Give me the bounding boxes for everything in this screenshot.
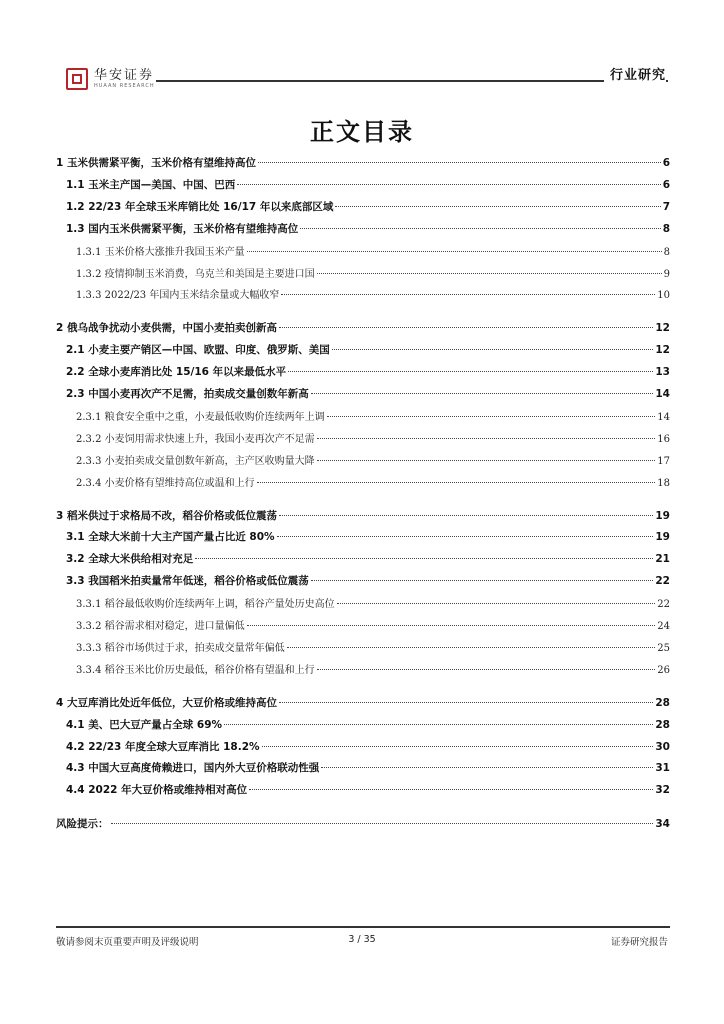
toc-entry-title: 3.1 全球大米前十大主产国产量占比近 80%: [66, 531, 275, 544]
toc-leader-dots: [258, 162, 661, 163]
toc-entry-title: 3.2 全球大米供给相对充足: [66, 553, 194, 566]
toc-entry[interactable]: [56, 508, 670, 524]
toc-entry[interactable]: [76, 286, 670, 302]
toc-leader-dots: [317, 669, 656, 670]
footer-disclaimer: 敬请参阅末页重要声明及评级说明: [56, 937, 199, 948]
toc-entry[interactable]: [66, 760, 670, 776]
toc-leader-dots: [279, 327, 653, 328]
toc-entry-page: 14: [655, 388, 670, 400]
toc-entry-page: 22: [655, 575, 670, 588]
toc-leader-dots: [281, 294, 655, 295]
toc-entry[interactable]: [76, 408, 670, 424]
page-title: 正文目录: [310, 118, 414, 146]
toc-entry-title: 1.3.1 玉米价格大涨推升我国玉米产量: [76, 246, 245, 258]
toc-entry-page: 28: [655, 718, 670, 731]
toc-entry-title: 4.1 美、巴大豆产量占全球 69%: [66, 718, 223, 731]
toc-entry-title: 3 稻米供过于求格局不改，稻谷价格或低位震荡: [56, 509, 277, 522]
toc-leader-dots: [247, 251, 662, 252]
toc-entry-page: 30: [655, 740, 670, 753]
toc-leader-dots: [311, 580, 654, 581]
toc-leader-dots: [287, 647, 656, 648]
toc-entry-page: 25: [657, 642, 670, 654]
toc-leader-dots: [332, 349, 654, 350]
toc-entry[interactable]: [66, 782, 670, 798]
toc-entry[interactable]: [76, 617, 670, 633]
toc-entry-title: 1.1 玉米主产国—美国、中国、巴西: [66, 178, 236, 191]
toc-entry-page: 24: [657, 621, 670, 632]
toc-entry-page: 13: [655, 366, 670, 379]
header-rule: [156, 80, 668, 82]
toc-entry[interactable]: [66, 386, 670, 402]
toc-leader-dots: [321, 767, 653, 768]
toc-entry[interactable]: [66, 221, 670, 237]
toc-entry-title: 3.3.2 稻谷需求相对稳定，进口量偏低: [76, 621, 245, 632]
report-category: 行业研究: [604, 64, 666, 83]
toc-leader-dots: [311, 393, 654, 394]
toc-entry[interactable]: [76, 265, 670, 281]
toc-entry[interactable]: [76, 595, 670, 611]
toc-entry-title: 2.2 全球小麦库消比处 15/16 年以来最低水平: [66, 366, 287, 379]
toc-entry-page: 18: [657, 477, 670, 489]
toc-entry-page: 7: [662, 200, 670, 213]
toc-leader-dots: [279, 702, 653, 703]
toc-entry-page: 21: [655, 553, 670, 566]
logo-english: HUAAN RESEARCH: [94, 83, 155, 89]
toc-entry-page: 34: [655, 818, 670, 831]
toc-entry-title: 4 大豆库消比处近年低位，大豆价格或维持高位: [56, 696, 277, 709]
toc-leader-dots: [224, 724, 653, 725]
toc-entry-title: 1.3.2 疫情抑制玉米消费，乌克兰和美国是主要进口国: [76, 268, 315, 280]
toc-entry-title: 2.3.1 粮食安全重中之重，小麦最低收购价连续两年上调: [76, 411, 325, 423]
toc-entry-page: 32: [655, 784, 670, 797]
toc-entry[interactable]: [76, 452, 670, 468]
toc-leader-dots: [257, 482, 656, 483]
toc-entry-page: 12: [655, 344, 670, 357]
toc-entry-title: 2 俄乌战争扰动小麦供需，中国小麦拍卖创新高: [56, 322, 277, 335]
toc-entry[interactable]: [56, 155, 670, 171]
toc-entry-title: 1 玉米供需紧平衡，玉米价格有望维持高位: [56, 157, 256, 169]
toc-leader-dots: [111, 823, 654, 824]
toc-leader-dots: [247, 625, 656, 626]
toc-entry-title: 风险提示：: [56, 818, 109, 831]
footer-rule: [56, 926, 670, 928]
toc-entry-title: 2.3.3 小麦拍卖成交量创数年新高，主产区收购量大降: [76, 455, 315, 467]
toc-entry-page: 16: [657, 433, 670, 445]
toc-entry-page: 31: [655, 762, 670, 775]
toc-entry-page: 10: [657, 290, 670, 302]
toc-entry-page: 8: [662, 222, 670, 235]
toc-entry[interactable]: [76, 639, 670, 655]
toc-entry[interactable]: [66, 551, 670, 567]
toc-leader-dots: [317, 460, 656, 461]
toc-entry-title: 3.3 我国稻米拍卖量常年低迷，稻谷价格或低位震荡: [66, 575, 309, 588]
toc-entry[interactable]: [66, 739, 670, 755]
toc-entry-title: 4.2 22/23 年度全球大豆库消比 18.2%: [66, 740, 260, 753]
toc-entry-title: 3.3.4 稻谷玉米比价历史最低，稻谷价格有望温和上行: [76, 664, 315, 676]
toc-entry-page: 6: [662, 178, 670, 191]
toc-entry-title: 4.3 中国大豆高度倚赖进口，国内外大豆价格联动性强: [66, 762, 320, 775]
toc-entry-page: 17: [657, 455, 670, 467]
toc-entry-title: 2.3 中国小麦再次产不足需，拍卖成交量创数年新高: [66, 388, 309, 400]
logo-seal-icon: [66, 68, 88, 90]
toc-entry-title: 1.2 22/23 年全球玉米库销比处 16/17 年以来底部区域: [66, 200, 334, 213]
toc-entry[interactable]: [76, 430, 670, 446]
toc-entry-page: 26: [657, 664, 670, 676]
toc-leader-dots: [262, 746, 654, 747]
toc-entry-page: 12: [655, 322, 670, 335]
toc-leader-dots: [195, 558, 653, 559]
toc-entry-title: 3.3.3 稻谷市场供过于求，拍卖成交量常年偏低: [76, 642, 285, 654]
toc-leader-dots: [327, 416, 656, 417]
toc-entry-title: 1.3 国内玉米供需紧平衡，玉米价格有望维持高位: [66, 222, 299, 235]
page-header: [56, 62, 668, 96]
toc-entry-title: 2.1 小麦主要产销区—中国、欧盟、印度、俄罗斯、美国: [66, 344, 330, 357]
toc-leader-dots: [277, 536, 654, 537]
toc-leader-dots: [300, 228, 660, 229]
toc-leader-dots: [249, 789, 653, 790]
toc-entry-page: 6: [662, 157, 670, 169]
toc-entry[interactable]: [66, 199, 670, 215]
toc-leader-dots: [279, 515, 653, 516]
footer-doc-type: 证券研究报告: [610, 937, 668, 948]
toc-entry-title: 2.3.2 小麦饲用需求快速上升，我国小麦再次产不足需: [76, 433, 315, 445]
toc-entry[interactable]: [76, 243, 670, 259]
toc-entry-page: 8: [663, 246, 670, 258]
toc-leader-dots: [337, 603, 656, 604]
toc-leader-dots: [335, 206, 660, 207]
toc-leader-dots: [317, 273, 662, 274]
toc-entry-title: 3.3.1 稻谷最低收购价连续两年上调，稻谷产量处历史高位: [76, 599, 335, 611]
toc-leader-dots: [237, 184, 660, 185]
toc-entry[interactable]: [66, 529, 670, 545]
logo-name: 华安证券: [94, 68, 155, 83]
toc-entry-page: 22: [657, 599, 670, 611]
page-number: 3 / 35: [348, 934, 376, 945]
toc-entry[interactable]: [56, 320, 670, 336]
toc-entry-page: 19: [655, 531, 670, 544]
company-logo: [66, 68, 155, 90]
toc-leader-dots: [288, 371, 653, 372]
toc-entry[interactable]: [56, 816, 670, 832]
toc-entry[interactable]: [66, 573, 670, 589]
toc-leader-dots: [317, 438, 656, 439]
toc-entry-title: 2.3.4 小麦价格有望维持高位或温和上行: [76, 477, 255, 489]
toc-entry-title: 4.4 2022 年大豆价格或维持相对高位: [66, 784, 248, 797]
toc-entry[interactable]: [66, 177, 670, 193]
toc-entry[interactable]: [56, 695, 670, 711]
toc-entry-page: 14: [657, 411, 670, 423]
toc-entry[interactable]: [76, 661, 670, 677]
toc-entry-title: 1.3.3 2022/23 年国内玉米结余量或大幅收窄: [76, 290, 280, 302]
toc-entry[interactable]: [66, 364, 670, 380]
toc-entry[interactable]: [66, 342, 670, 358]
toc-entry[interactable]: [76, 474, 670, 490]
toc-entry-page: 19: [655, 509, 670, 522]
toc-entry-page: 28: [655, 696, 670, 709]
toc-entry-page: 9: [663, 268, 670, 280]
toc-entry[interactable]: [66, 717, 670, 733]
